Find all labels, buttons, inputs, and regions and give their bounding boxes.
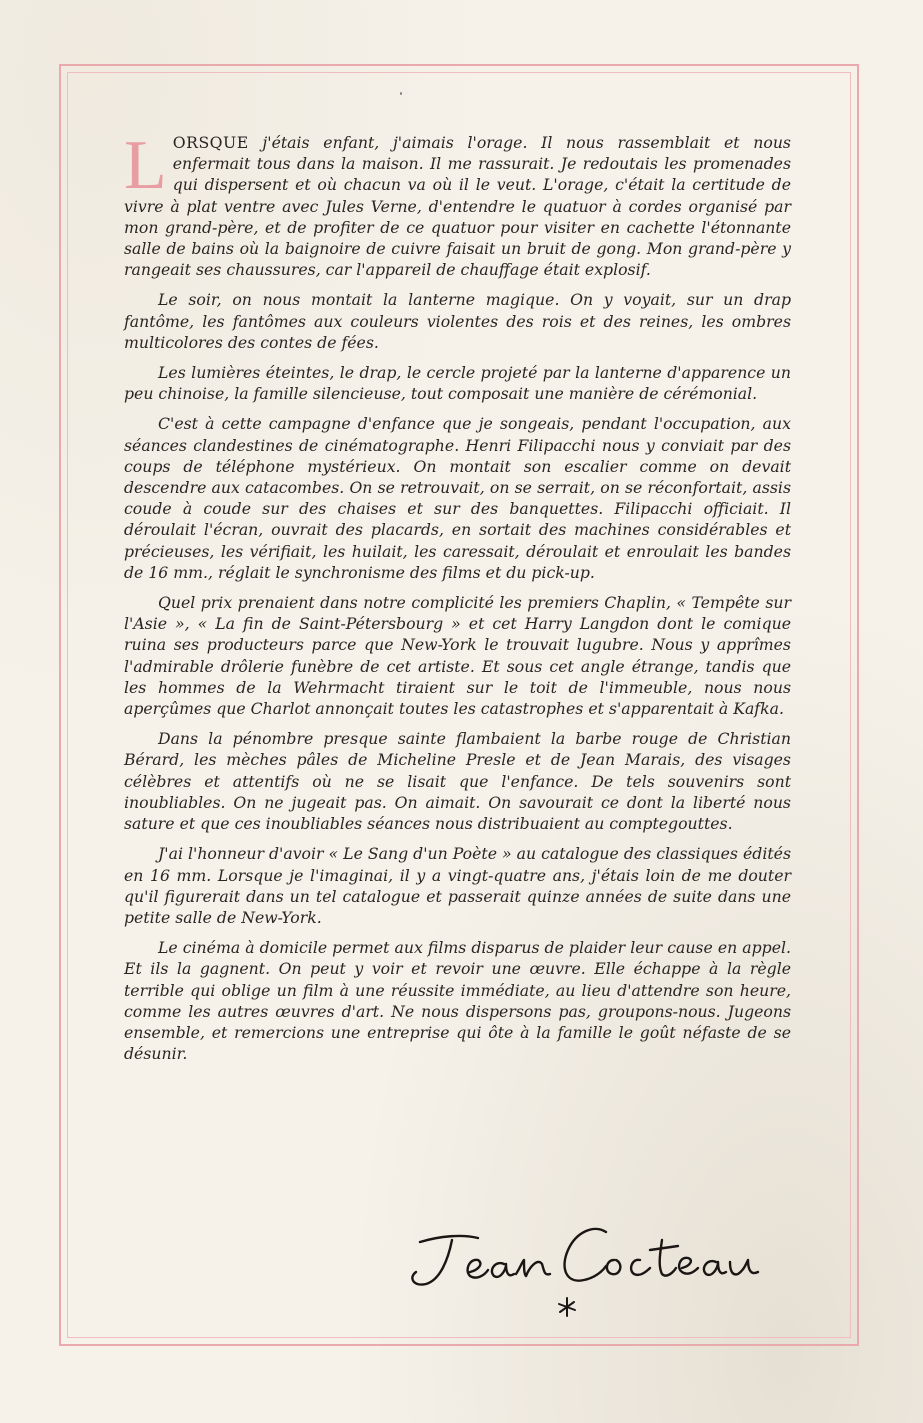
star-mark-icon	[556, 1296, 578, 1318]
paragraph-1-text: j'étais enfant, j'aimais l'orage. Il nous rassemblait et nous enfermait tous dans la maison. Il me rassurait. Je redoutais les promenades qui dispersent et où chacun va où il le veut. L'orage, c'était la certitude de vivre à plat ventre avec Jules Verne, d'entendre le quatuor à cordes organisé par mon grand-père, et de profiter de ce quatuor pour visiter en cachette l'étonnante salle de bains où la baignoire de cuivre faisait un bruit de gong. Mon grand-père y rangeait ses chaussures, car l'appareil de chauffage était explosif.	[124, 133, 791, 280]
paragraph-1	[124, 127, 791, 280]
paragraph-2: Le soir, on nous montait la lanterne magique. On y voyait, sur un drap fantôme, les fantômes aux couleurs violentes des rois et des reines, les ombres multicolores des contes de fées.	[124, 290, 791, 352]
paragraph-8: Le cinéma à domicile permet aux films disparus de plaider leur cause en appel. Et ils la gagnent. On peut y voir et revoir une œuvre. Elle échappe à la règle terrible qui oblige un film à une réussite immédiate, au lieu d'attendre son heure, comme les autres œuvres d'art. Ne nous dispersons pas, groupons-nous. Jugeons ensemble, et remercions une entreprise qui ôte à la famille le goût néfaste de se désunir.	[124, 938, 791, 1064]
letter-body	[124, 127, 791, 1073]
paragraph-3: Les lumières éteintes, le drap, le cercle projeté par la lanterne d'apparence un peu chinoise, la famille silencieuse, tout composait une manière de cérémonial.	[124, 363, 791, 404]
ink-speck	[400, 92, 402, 95]
paragraph-7: J'ai l'honneur d'avoir « Le Sang d'un Poète » au catalogue des classiques édités en 16 mm. Lorsque je l'imaginai, il y a vingt-quatre ans, j'étais loin de me douter qu'il figurerait dans un tel catalogue et passerait quinze années de suite dans une petite salle de New-York.	[124, 844, 791, 927]
opening-word: ORSQUE	[172, 133, 249, 152]
signature	[400, 1210, 780, 1320]
paragraph-6: Dans la pénombre presque sainte flambaient la barbe rouge de Christian Bérard, les mèches pâles de Micheline Presle et de Jean Marais, des visages célèbres et attentifs où ne se lisait que l'enfance. De tels souvenirs sont inoubliables. On ne jugeait pas. On aimait. On savourait ce dont la liberté nous sature et que ces inoubliables séances nous distribuaient au comptegouttes.	[124, 729, 791, 834]
paragraph-4: C'est à cette campagne d'enfance que je songeais, pendant l'occupation, aux séances clandestines de cinématographe. Henri Filipacchi nous y conviait par des coups de téléphone mystérieux. On montait son escalier comme on devait descendre aux catacombes. On se retrouvait, on se serrait, on se réconfortait, assis coude à coude sur des chaises et sur des banquettes. Filipacchi officiait. Il déroulait l'écran, ouvrait des placards, en sortait des machines considérables et précieuses, les vérifiait, les huilait, les caressait, déroulait et enroulait les bandes de 16 mm., réglait le synchronisme des films et du pick-up.	[124, 414, 791, 582]
paragraph-5: Quel prix prenaient dans notre complicité les premiers Chaplin, « Tempête sur l'Asie », « La fin de Saint-Pétersbourg » et cet Harry Langdon dont le comique ruina ses producteurs parce que New-York le trouvait lugubre. Nous y apprîmes l'admirable drôlerie funèbre de cet artiste. Et sous cet angle étrange, tandis que les hommes de la Wehrmacht tiraient sur le toit de l'immeuble, nous nous aperçûmes que Charlot annonçait toutes les catastrophes et s'apparentait à Kafka.	[124, 593, 791, 719]
drop-cap: L	[124, 127, 167, 204]
